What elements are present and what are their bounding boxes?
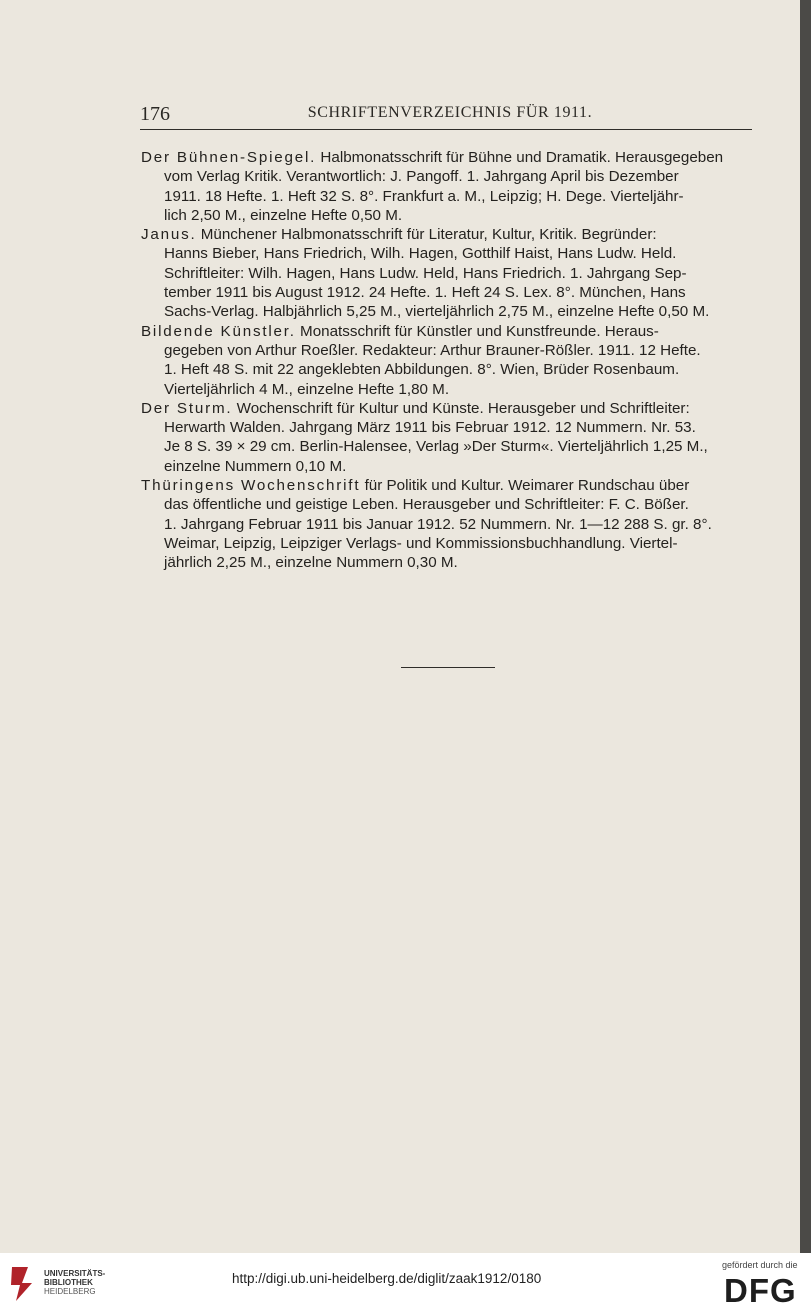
entry-line: das öffentliche und geistige Leben. Herausgeber und Schriftleiter: F. C. Bößer. — [164, 496, 689, 514]
bibliography-entry — [141, 148, 753, 225]
bibliography-entry — [141, 476, 753, 572]
viewer-footer — [0, 1253, 811, 1312]
entry-title: Thüringens Wochenschrift — [141, 477, 361, 495]
running-title: SCHRIFTENVERZEICHNIS FÜR 1911. — [307, 104, 593, 121]
entry-text: Wochenschrift für Kultur und Künste. Herausgeber und Schriftleiter: — [232, 399, 690, 417]
entry-line: einzelne Nummern 0,10 M. — [164, 457, 347, 475]
entry-line: vom Verlag Kritik. Verantwortlich: J. Pangoff. 1. Jahrgang April bis Dezember — [164, 168, 679, 186]
bibliography-list — [141, 148, 753, 573]
library-line: HEIDELBERG — [44, 1287, 96, 1296]
entry-line: 1. Jahrgang Februar 1911 bis Januar 1912. 52 Nummern. Nr. 1—12 288 S. gr. 8°. — [164, 515, 712, 533]
entry-line: Hanns Bieber, Hans Friedrich, Wilh. Hagen, Gotthilf Haist, Hans Ludw. Held. — [164, 245, 677, 263]
bibliography-entry — [141, 225, 753, 321]
entry-line: jährlich 2,25 M., einzelne Nummern 0,30 M. — [164, 554, 458, 572]
entry-line: Je 8 S. 39 × 29 cm. Berlin-Halensee, Verlag »Der Sturm«. Vierteljährlich 1,25 M., — [164, 438, 708, 456]
entry-text: für Politik und Kultur. Weimarer Rundschau über — [360, 477, 690, 495]
entry-line: lich 2,50 M., einzelne Hefte 0,50 M. — [164, 206, 403, 224]
entry-title: Janus. — [141, 226, 197, 244]
entry-line: Herwarth Walden. Jahrgang März 1911 bis Februar 1912. 12 Nummern. Nr. 53. — [164, 419, 696, 437]
entry-text: Münchener Halbmonatsschrift für Literatur, Kultur, Kritik. Begründer: — [196, 226, 657, 244]
scan-edge — [800, 0, 811, 1253]
library-name — [44, 1269, 105, 1296]
entry-line: tember 1911 bis August 1912. 24 Hefte. 1. Heft 24 S. Lex. 8°. München, Hans — [164, 284, 686, 302]
entry-line: 1911. 18 Hefte. 1. Heft 32 S. 8°. Frankfurt a. M., Leipzig; H. Dege. Vierteljähr- — [164, 187, 684, 205]
library-line: UNIVERSITÄTS- — [44, 1269, 106, 1278]
entry-line: 1. Heft 48 S. mit 22 angeklebten Abbildungen. 8°. Wien, Brüder Rosenbaum. — [164, 361, 680, 379]
entry-line — [141, 225, 753, 244]
page-number: 176 — [140, 103, 170, 125]
university-seal-icon — [8, 1261, 38, 1305]
funded-by-label: gefördert durch die — [722, 1260, 798, 1270]
entry-line — [141, 148, 753, 167]
entry-title: Der Sturm. — [141, 399, 233, 417]
entry-line: Weimar, Leipzig, Leipziger Verlags- und Kommissionsbuchhandlung. Viertel- — [164, 534, 678, 552]
entry-line — [141, 322, 753, 341]
section-divider — [401, 667, 495, 668]
entry-title: Bildende Künstler. — [141, 322, 296, 340]
bibliography-entry — [141, 399, 753, 476]
dfg-logo: DFG — [724, 1272, 797, 1309]
entry-text: Halbmonatsschrift für Bühne und Dramatik. Herausgegeben — [316, 149, 724, 166]
entry-line: Schriftleiter: Wilh. Hagen, Hans Ludw. Held, Hans Friedrich. 1. Jahrgang Sep- — [164, 264, 687, 282]
entry-line: gegeben von Arthur Roeßler. Redakteur: Arthur Brauner-Rößler. 1911. 12 Hefte. — [164, 341, 701, 359]
bibliography-entry — [141, 322, 753, 399]
entry-line: Sachs-Verlag. Halbjährlich 5,25 M., vierteljährlich 2,75 M., einzelne Hefte 0,50 M. — [164, 303, 710, 321]
library-line: BIBLIOTHEK — [44, 1278, 93, 1287]
entry-line — [141, 399, 753, 418]
entry-text: Monatsschrift für Künstler und Kunstfreunde. Heraus- — [295, 322, 659, 340]
entry-line — [141, 476, 753, 495]
page-header — [140, 101, 752, 130]
entry-title: Der Bühnen-Spiegel. — [141, 149, 317, 166]
permalink[interactable]: http://digi.ub.uni-heidelberg.de/diglit/zaak1912/0180 — [232, 1271, 542, 1286]
entry-line: Vierteljährlich 4 M., einzelne Hefte 1,80 M. — [164, 380, 450, 398]
